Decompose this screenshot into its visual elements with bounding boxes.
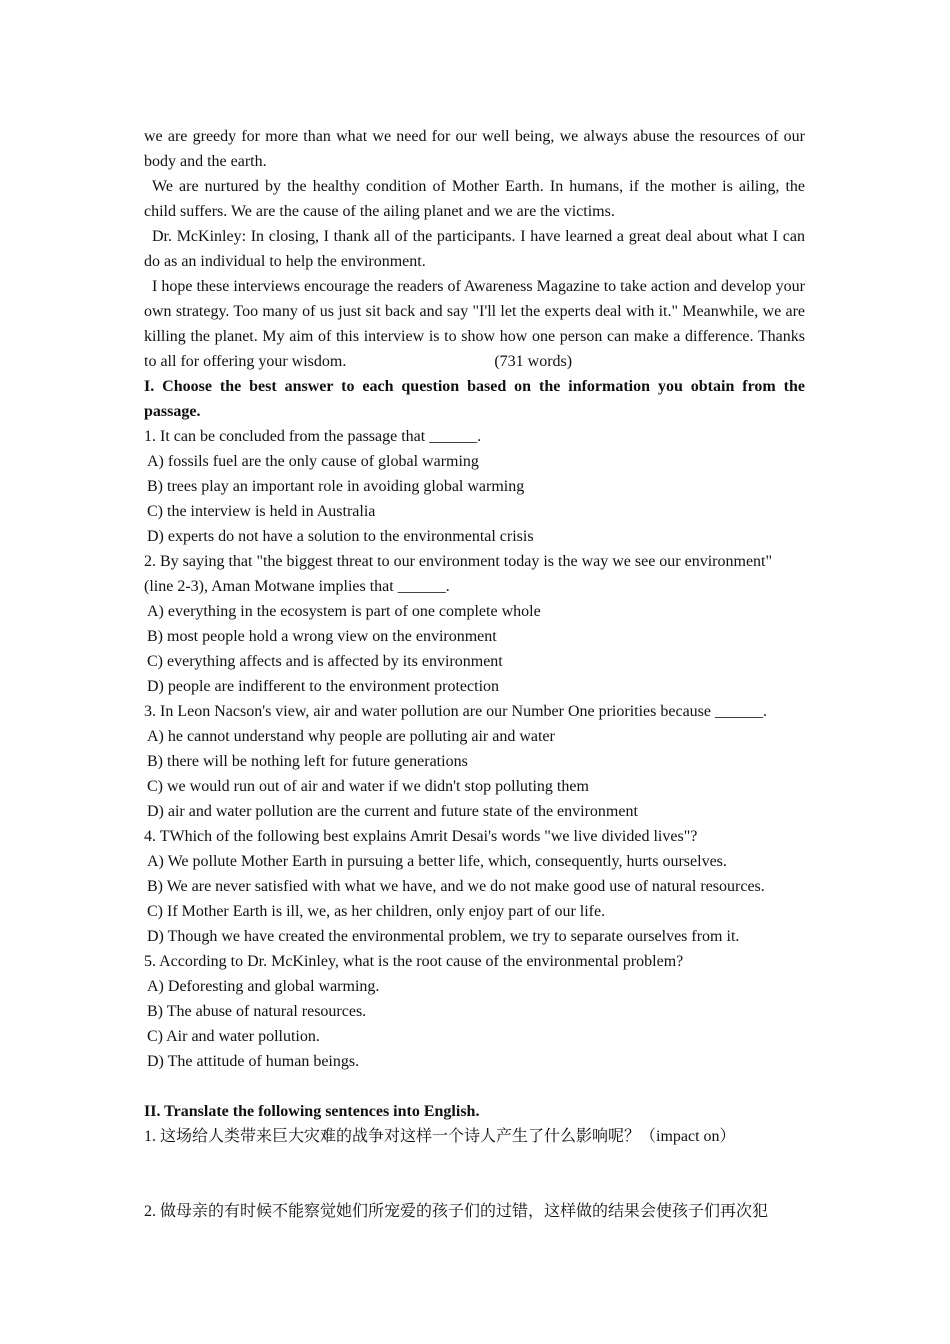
question-2-option-c: C) everything affects and is affected by its environment (147, 653, 503, 670)
section-2-heading: II. Translate the following sentences into English. (144, 1103, 480, 1120)
word-count: (731 words) (494, 353, 573, 370)
question-4-option-c: C) If Mother Earth is ill, we, as her children, only enjoy part of our life. (147, 903, 606, 920)
question-4-option-d: D) Though we have created the environmental problem, we try to separate ourselves from it. (147, 928, 740, 945)
question-2-option-d: D) people are indifferent to the environment protection (147, 678, 500, 695)
question-4-option-a: A) We pollute Mother Earth in pursuing a better life, which, consequently, hurts ourselves. (147, 853, 727, 870)
translation-item-2: 2. 做母亲的有时候不能察觉她们所宠爱的孩子们的过错，这样做的结果会使孩子们再次犯 (144, 1203, 769, 1220)
question-1-option-b: B) trees play an important role in avoiding global warming (147, 478, 525, 495)
question-5-stem: 5. According to Dr. McKinley, what is the root cause of the environmental problem? (144, 953, 684, 970)
question-1-stem: 1. It can be concluded from the passage that ______. (144, 428, 482, 445)
question-1-option-a: A) fossils fuel are the only cause of global warming (147, 453, 479, 470)
passage-paragraph-4-text: I hope these interviews encourage the readers of Awareness Magazine to take action and develop your own strategy. Too many of us just sit back and say "I'll let the experts deal with it." Meanwhile, we are killing the planet. My aim of this interview is to show how one person can make a difference. Thanks to all for offering your wisdom. (144, 278, 805, 370)
answer-space (144, 1149, 805, 1199)
translation-item-1: 1. 这场给人类带来巨大灾难的战争对这样一个诗人产生了什么影响呢？（impact on） (144, 1128, 736, 1145)
section-1-heading: I. Choose the best answer to each question based on the information you obtain from the passage. (144, 378, 805, 420)
question-2-stem: 2. By saying that "the biggest threat to our environment today is the way we see our environment" (line 2-3), Aman Motwane implies that ______. (144, 553, 773, 595)
question-3-option-d: D) air and water pollution are the current and future state of the environment (147, 803, 638, 820)
question-1 (144, 424, 805, 549)
passage-paragraph-2: We are nurtured by the healthy condition of Mother Earth. In humans, if the mother is ailing, the child suffers. We are the cause of the ailing planet and we are the victims. (144, 178, 805, 220)
question-1-option-d: D) experts do not have a solution to the environmental crisis (147, 528, 534, 545)
question-3-stem: 3. In Leon Nacson's view, air and water pollution are our Number One priorities because ______. (144, 703, 767, 720)
question-4 (144, 824, 805, 949)
passage-paragraph-4 (144, 274, 805, 374)
question-5-option-a: A) Deforesting and global warming. (147, 978, 380, 995)
question-2 (144, 549, 805, 699)
section-spacer (144, 1074, 805, 1099)
question-3-option-a: A) he cannot understand why people are polluting air and water (147, 728, 555, 745)
question-1-option-c: C) the interview is held in Australia (147, 503, 376, 520)
question-5-option-b: B) The abuse of natural resources. (147, 1003, 367, 1020)
question-4-stem: 4. TWhich of the following best explains Amrit Desai's words "we live divided lives"? (144, 828, 698, 845)
question-5-option-d: D) The attitude of human beings. (147, 1053, 360, 1070)
question-3-option-b: B) there will be nothing left for future generations (147, 753, 468, 770)
document-content (144, 124, 805, 1224)
question-5-option-c: C) Air and water pollution. (147, 1028, 320, 1045)
question-3-option-c: C) we would run out of air and water if we didn't stop polluting them (147, 778, 589, 795)
question-2-option-b: B) most people hold a wrong view on the environment (147, 628, 497, 645)
question-2-option-a: A) everything in the ecosystem is part of one complete whole (147, 603, 541, 620)
passage-paragraph-3: Dr. McKinley: In closing, I thank all of the participants. I have learned a great deal about what I can do as an individual to help the environment. (144, 228, 805, 270)
question-5 (144, 949, 805, 1074)
question-4-option-b: B) We are never satisfied with what we have, and we do not make good use of natural resources. (147, 878, 765, 895)
passage-paragraph-1: we are greedy for more than what we need for our well being, we always abuse the resources of our body and the earth. (144, 128, 805, 170)
question-3 (144, 699, 805, 824)
